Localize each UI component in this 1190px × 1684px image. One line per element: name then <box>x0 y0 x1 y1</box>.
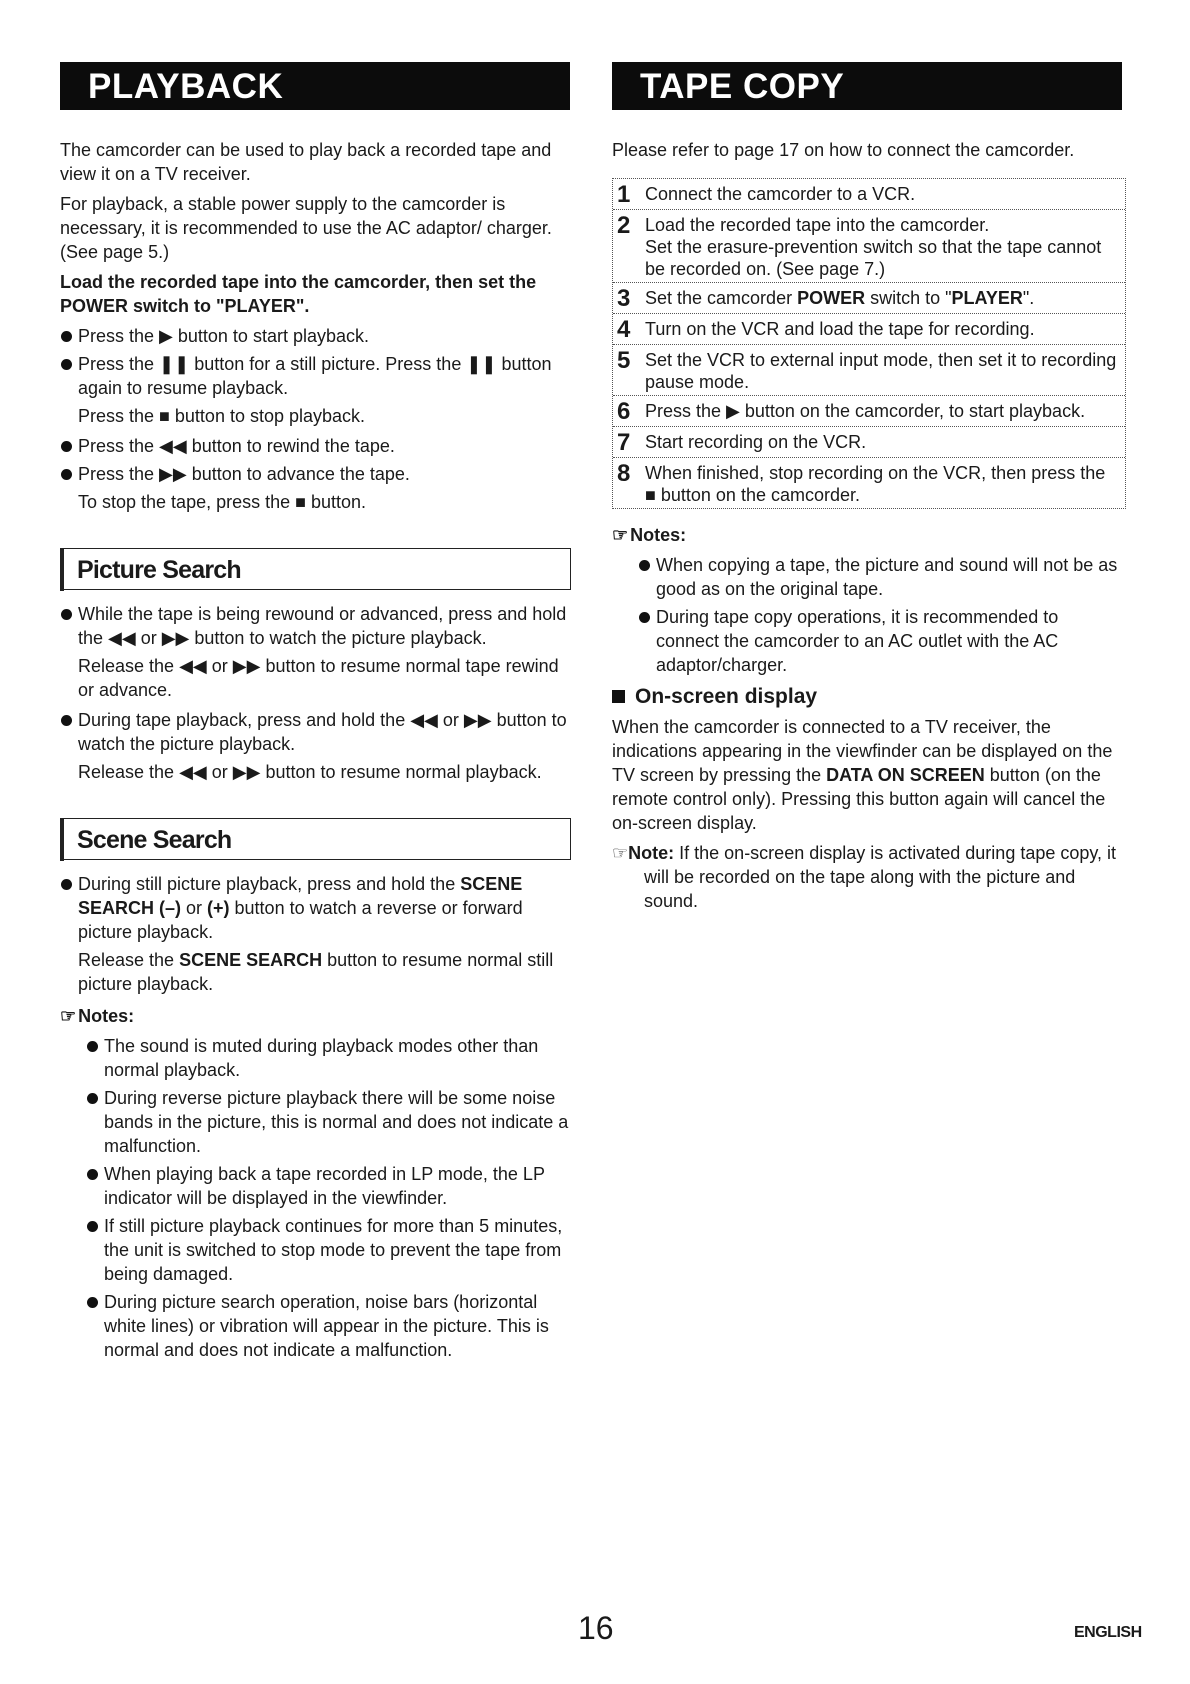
step-8: 8 When finished, stop recording on the VCR, then press the ■ button on the camcorder. <box>617 460 1106 505</box>
right-column <box>612 62 1126 919</box>
tape-copy-notes-heading: ☞ Notes: <box>612 525 687 545</box>
playback-bold-instruction: Load the recorded tape into the camcorder, then set the POWER switch to "PLAYER". <box>60 272 537 316</box>
tape-copy-intro: Please refer to page 17 on how to connect the camcorder. <box>612 140 1075 160</box>
step-3: 3 Set the camcorder POWER switch to "PLAYER". <box>613 283 1125 314</box>
step-2: 2 Load the recorded tape into the camcorder. Set the erasure-prevention switch so that the tape cannot be recorded on. (See page 7.) <box>613 210 1125 283</box>
scene-note-4: If still picture playback continues for more than 5 minutes, the unit is switched to stop mode to prevent the tape from being damaged. <box>86 1214 572 1286</box>
playback-bullet-2: Press the ❚❚ button for a still picture. Press the ❚❚ button again to resume playback. <box>60 352 572 400</box>
playback-bullet-1: Press the ▶ button to start playback. <box>60 324 572 348</box>
step-5: 5 Set the VCR to external input mode, then set it to recording pause mode. <box>613 345 1125 396</box>
scene-search-heading: Scene Search <box>60 818 571 860</box>
playback-intro-2: For playback, a stable power supply to the camcorder is necessary, it is recommended to use the AC adaptor/ charger. (See page 5.) <box>60 194 552 262</box>
tape-copy-banner: TAPE COPY <box>612 62 1122 110</box>
playback-intro-1: The camcorder can be used to play back a recorded tape and view it on a TV receiver. <box>60 140 552 184</box>
step-1: 1 Connect the camcorder to a VCR. <box>613 179 1125 210</box>
scene-note-1: The sound is muted during playback modes other than normal playback. <box>86 1034 572 1082</box>
picture-search-bullet-2-sub: Release the ◀◀ or ▶▶ button to resume normal playback. <box>78 762 542 782</box>
scene-search-bullet-1: During still picture playback, press and hold the SCENE SEARCH (–) or (+) button to watch a reverse or forward picture playback. <box>60 872 572 944</box>
picture-search-bullet-1-sub: Release the ◀◀ or ▶▶ button to resume normal tape rewind or advance. <box>78 656 559 700</box>
tape-copy-notes-list <box>612 553 1126 677</box>
pointing-hand-icon: ☞ <box>612 525 629 545</box>
pointing-hand-icon: ☞ <box>612 843 629 863</box>
step-4: 4 Turn on the VCR and load the tape for recording. <box>613 314 1125 345</box>
step-7: 7 Start recording on the VCR. <box>613 427 1125 458</box>
scene-search-notes-list <box>60 1034 572 1362</box>
playback-bullet-3: Press the ◀◀ button to rewind the tape. <box>60 434 572 458</box>
picture-search-heading: Picture Search <box>60 548 571 590</box>
playback-bullet-2-sub: Press the ■ button to stop playback. <box>78 406 366 426</box>
picture-search-bullet-2: During tape playback, press and hold the ◀◀ or ▶▶ button to watch the picture playback. <box>60 708 572 756</box>
scene-search-bullet-1-sub: Release the SCENE SEARCH button to resume normal still picture playback. <box>78 950 554 994</box>
picture-search-bullet-1: While the tape is being rewound or advanced, press and hold the ◀◀ or ▶▶ button to watch the picture playback. <box>60 602 572 650</box>
language-label: ENGLISH <box>1074 1624 1142 1641</box>
tape-copy-steps <box>612 178 1126 509</box>
scene-search-notes-heading: ☞ Notes: <box>60 1006 135 1026</box>
tape-copy-note-1: When copying a tape, the picture and sound will not be as good as on the original tape. <box>638 553 1126 601</box>
playback-bullet-4-sub: To stop the tape, press the ■ button. <box>78 492 367 512</box>
onscreen-display-heading: On-screen display <box>612 685 1126 709</box>
scene-note-3: When playing back a tape recorded in LP mode, the LP indicator will be displayed in the viewfinder. <box>86 1162 572 1210</box>
onscreen-paragraph: When the camcorder is connected to a TV receiver, the indications appearing in the viewfinder can be displayed on the TV screen by pressing the DATA ON SCREEN button (on the remote control only). Pressing this button again will cancel the on-screen display. <box>612 717 1113 833</box>
playback-banner: PLAYBACK <box>60 62 570 110</box>
onscreen-note: ☞Note: If the on-screen display is activated during tape copy, it will be recorded on the tape along with the picture and sound. <box>612 843 1117 911</box>
pointing-hand-icon: ☞ <box>60 1006 77 1026</box>
playback-bullet-4: Press the ▶▶ button to advance the tape. <box>60 462 572 486</box>
scene-note-5: During picture search operation, noise bars (horizontal white lines) or vibration will appear in the picture. This is normal and does not indicate a malfunction. <box>86 1290 572 1362</box>
scene-note-2: During reverse picture playback there will be some noise bands in the picture, this is normal and does not indicate a malfunction. <box>86 1086 572 1158</box>
left-column <box>60 62 572 1366</box>
tape-copy-note-2: During tape copy operations, it is recommended to connect the camcorder to an AC outlet with the AC adaptor/charger. <box>638 605 1126 677</box>
step-6: 6 Press the ▶ button on the camcorder, to start playback. <box>613 396 1125 427</box>
page-number: 16 <box>578 1610 614 1646</box>
square-bullet-icon <box>612 690 625 703</box>
